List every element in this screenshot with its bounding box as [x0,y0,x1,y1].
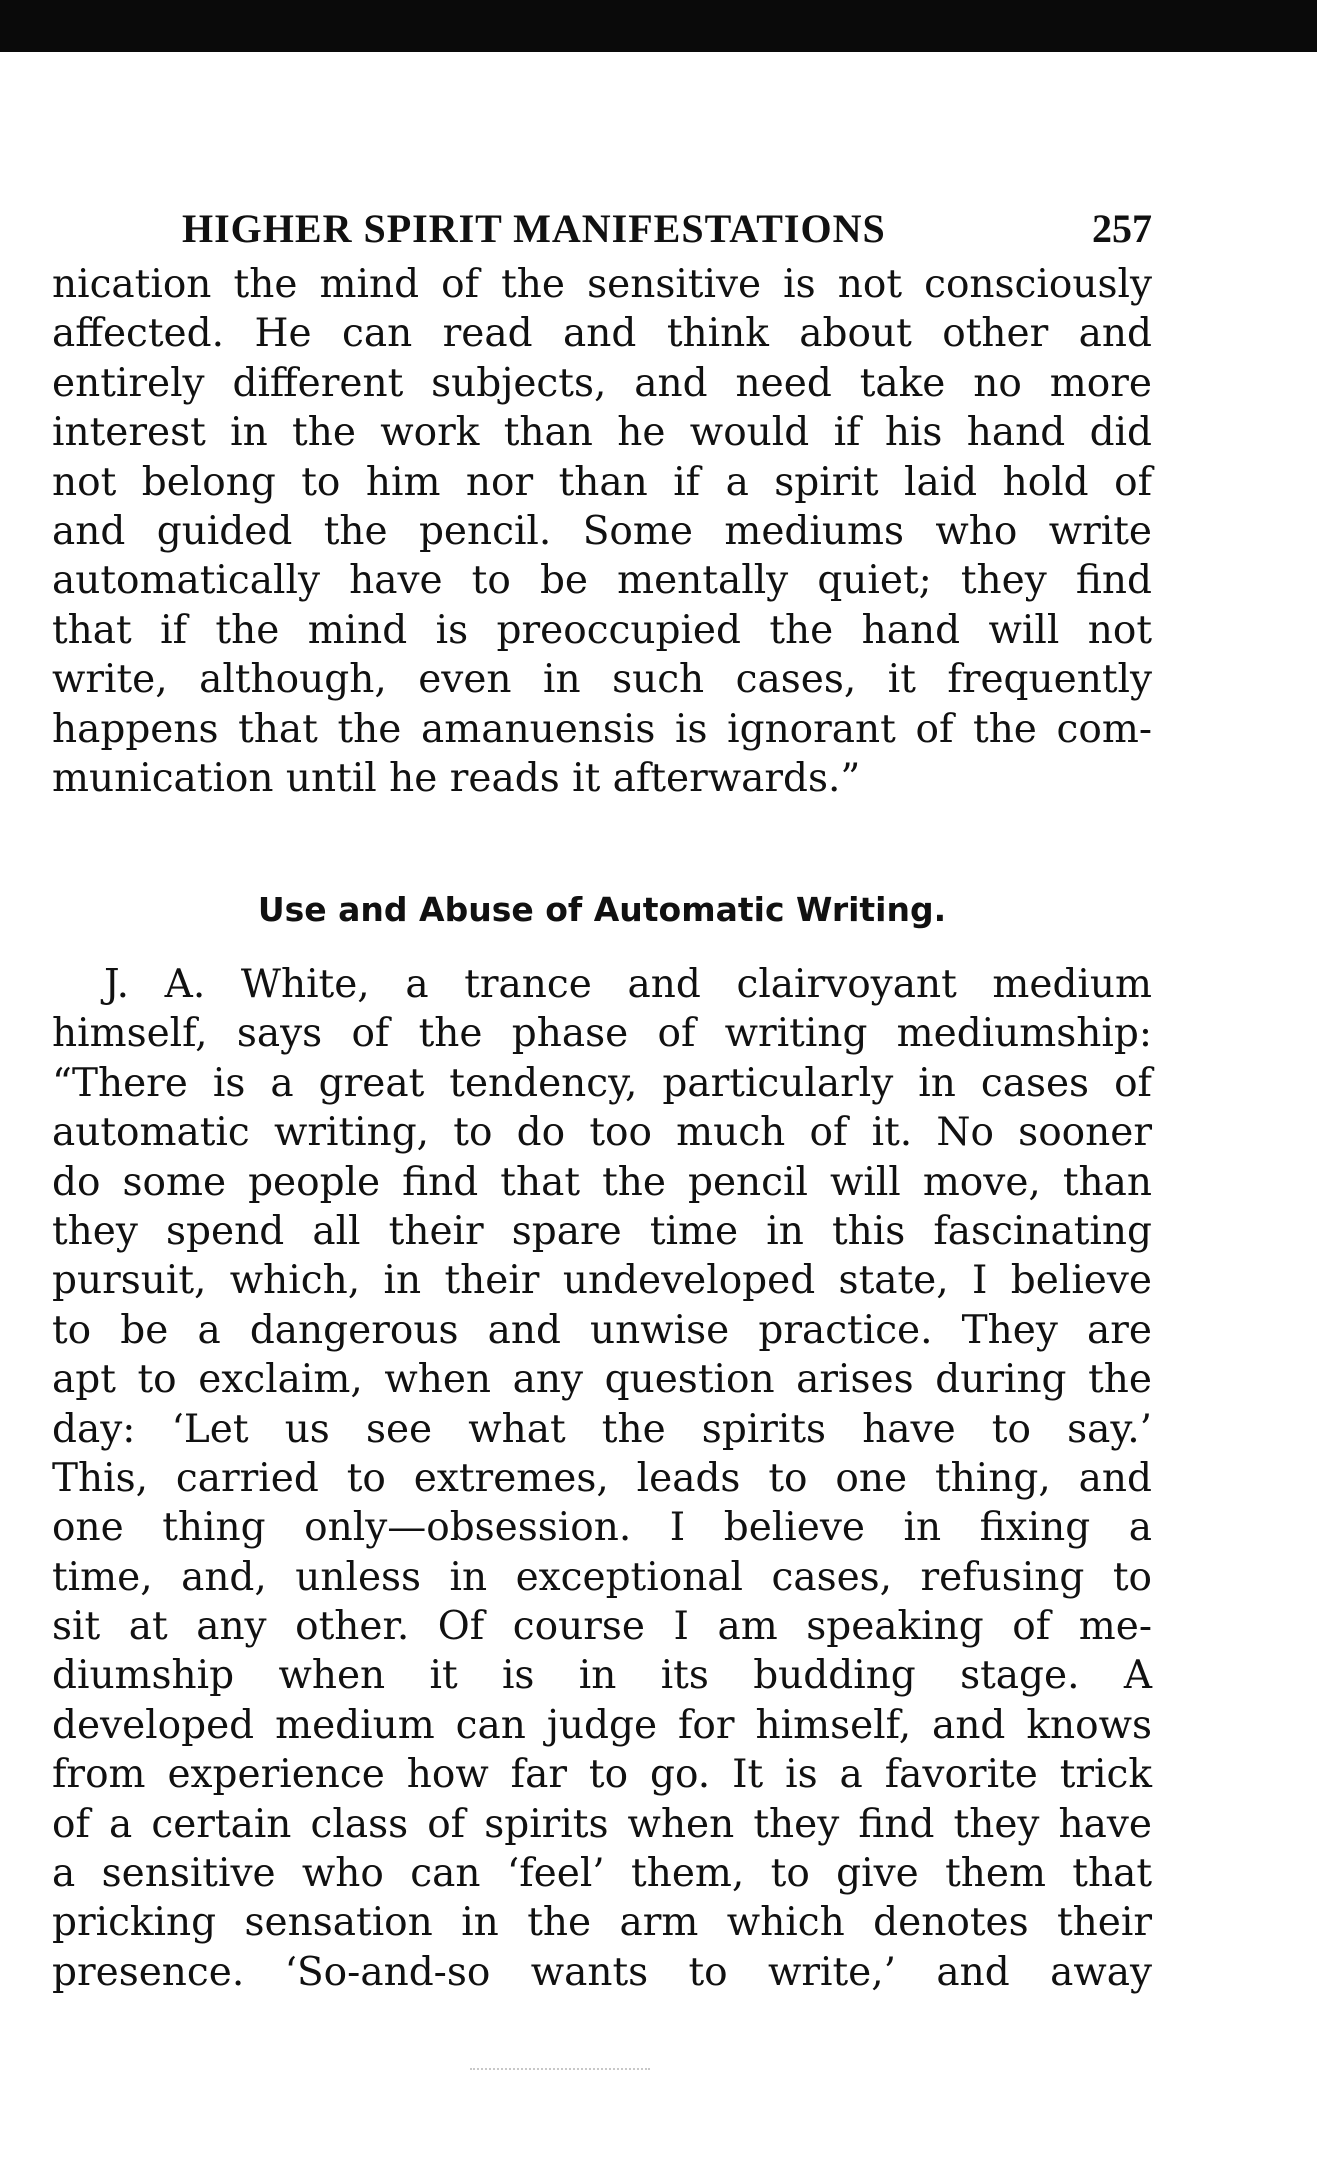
text-line: presence. ‘So-and-so wants to write,’ and away [52,1949,1152,1995]
text-line: happens that the amanuensis is ignorant of the com- [52,706,1152,752]
text-line: they spend all their spare time in this fascinating [52,1208,1152,1254]
text-line: affected. He can read and think about other and [52,311,1152,357]
text-line: a sensitive who can ‘feel’ them, to give them that [52,1851,1152,1897]
text-line: “There is a great tendency, particularly in cases of [52,1060,1152,1106]
running-head [52,205,1152,255]
text-line: This, carried to extremes, leads to one thing, and [52,1455,1152,1501]
text-line: interest in the work than he would if his hand did [52,410,1152,456]
text-line: write, although, even in such cases, it frequently [52,657,1152,703]
scan-top-border [0,0,1317,52]
text-line: apt to exclaim, when any question arises during the [52,1357,1152,1403]
text-line: diumship when it is in its budding stage. A [52,1653,1152,1699]
scan-specks [470,2068,650,2074]
text-line: himself, says of the phase of writing mediumship: [52,1011,1152,1057]
text-line: J. A. White, a trance and clairvoyant medium [104,962,1152,1007]
text-line: entirely different subjects, and need take no more [52,360,1152,406]
section-heading: Use and Abuse of Automatic Writing. [257,890,947,929]
text-line: automatically have to be mentally quiet; they find [52,558,1152,604]
text-line: developed medium can judge for himself, and knows [52,1702,1152,1748]
page-number: 257 [1092,206,1152,251]
text-line: pursuit, which, in their undeveloped state, I believe [52,1258,1152,1304]
text-line: to be a dangerous and unwise practice. They are [52,1307,1152,1353]
paragraph-2 [52,960,1152,1997]
paragraph-1 [52,260,1152,803]
text-line: day: ‘Let us see what the spirits have to say.’ [52,1406,1152,1452]
text-line: do some people find that the pencil will move, than [52,1159,1152,1205]
text-line: not belong to him nor than if a spirit laid hold of [52,459,1152,505]
text-line: that if the mind is preoccupied the hand will not [52,607,1152,653]
text-line: munication until he reads it afterwards.” [52,755,861,801]
text-line: pricking sensation in the arm which denotes their [52,1900,1152,1946]
text-line: one thing only—obsession. I believe in fixing a [52,1505,1152,1551]
text-line: automatic writing, to do too much of it. No sooner [52,1110,1152,1156]
text-line: nication the mind of the sensitive is not consciously [52,262,1152,307]
text-line: and guided the pencil. Some mediums who write [52,508,1152,554]
text-line: time, and, unless in exceptional cases, refusing to [52,1554,1152,1600]
text-line: sit at any other. Of course I am speaking of me- [52,1604,1152,1650]
text-line: of a certain class of spirits when they find they have [52,1801,1152,1847]
running-title: HIGHER SPIRIT MANIFESTATIONS [182,206,886,251]
text-line: from experience how far to go. It is a favorite trick [52,1752,1152,1798]
